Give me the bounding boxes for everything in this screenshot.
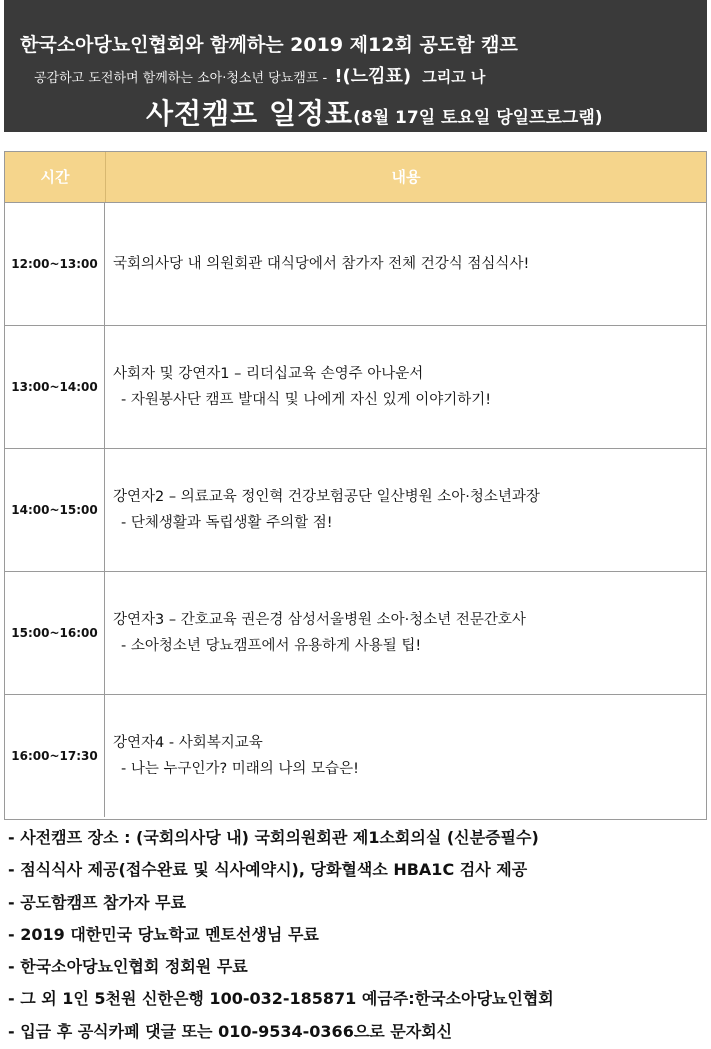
banner-slogan-end: 그리고 나 [422,68,486,86]
row-time: 12:00~13:00 [5,203,105,325]
row-content [113,572,702,694]
table-row [5,571,706,694]
note-item: - 점식식사 제공(접수완료 및 식사예약시), 당화혈색소 HBA1C 검사 제공 [8,860,528,880]
banner-slogan: 공감하고 도전하며 함께하는 소아·청소년 당뇨캠프 - [34,71,328,86]
row-time: 13:00~14:00 [5,326,105,448]
note-item: - 그 외 1인 5천원 신한은행 100-032-185871 예금주:한국소아당뇨인협회 [8,989,554,1009]
row-sub-text: - 소아청소년 당뇨캠프에서 유용하게 사용될 팁! [121,638,422,654]
notes-list [4,822,707,1048]
page-title: 사전캠프 일정표 [146,97,354,130]
table-row [5,694,706,817]
header-content: 내용 [391,168,421,186]
title-banner [4,0,707,132]
note-item: - 사전캠프 장소 : (국회의사당 내) 국회의원회관 제1소회의실 (신분증필수) [8,828,539,847]
table-row [5,325,706,448]
page-subtitle: (8월 17일 토요일 당일프로그램) [353,108,603,128]
table-row [5,448,706,571]
row-main-text: 강연자3 – 간호교육 권은경 삼성서울병원 소아·청소년 전문간호사 [113,612,526,628]
row-main-text: 강연자2 – 의료교육 정인혁 건강보험공단 일산병원 소아·청소년과장 [113,489,540,505]
row-sub-text: - 나는 누구인가? 미래의 나의 모습은! [121,761,359,777]
row-main-text: 국회의사당 내 의원회관 대식당에서 참가자 전체 건강식 점심식사! [113,256,530,272]
row-main-text: 강연자4 - 사회복지교육 [113,735,263,751]
row-content [113,695,702,817]
note-item: - 한국소아당뇨인협회 정회원 무료 [8,957,248,977]
row-time: 14:00~15:00 [5,449,105,571]
banner-camp-name: !(느낌표) [334,66,412,87]
row-content [113,203,702,325]
header-time: 시간 [5,152,106,202]
row-main-text: 사회자 및 강연자1 – 리더십교육 손영주 아나운서 [113,366,424,382]
row-sub-text: - 자원봉사단 캠프 발대식 및 나에게 자신 있게 이야기하기! [121,392,492,408]
note-item: - 2019 대한민국 당뇨학교 멘토선생님 무료 [8,924,319,944]
row-sub-text: - 단체생활과 독립생활 주의할 점! [121,515,333,531]
schedule-table [4,151,707,820]
row-content [113,449,702,571]
row-time: 16:00~17:30 [5,695,105,817]
note-item: - 입금 후 공식카페 댓글 또는 010-9534-0366으로 문자회신 [8,1021,453,1041]
row-content [113,326,702,448]
banner-line-1: 한국소아당뇨인협회와 함께하는 2019 제12회 공도함 캠프 [20,34,518,56]
table-header [5,152,706,202]
table-row [5,202,706,325]
row-time: 15:00~16:00 [5,572,105,694]
banner-line-2 [34,62,485,88]
banner-line-3 [146,92,603,132]
note-item: - 공도함캠프 참가자 무료 [8,892,186,912]
table-body [5,202,706,817]
